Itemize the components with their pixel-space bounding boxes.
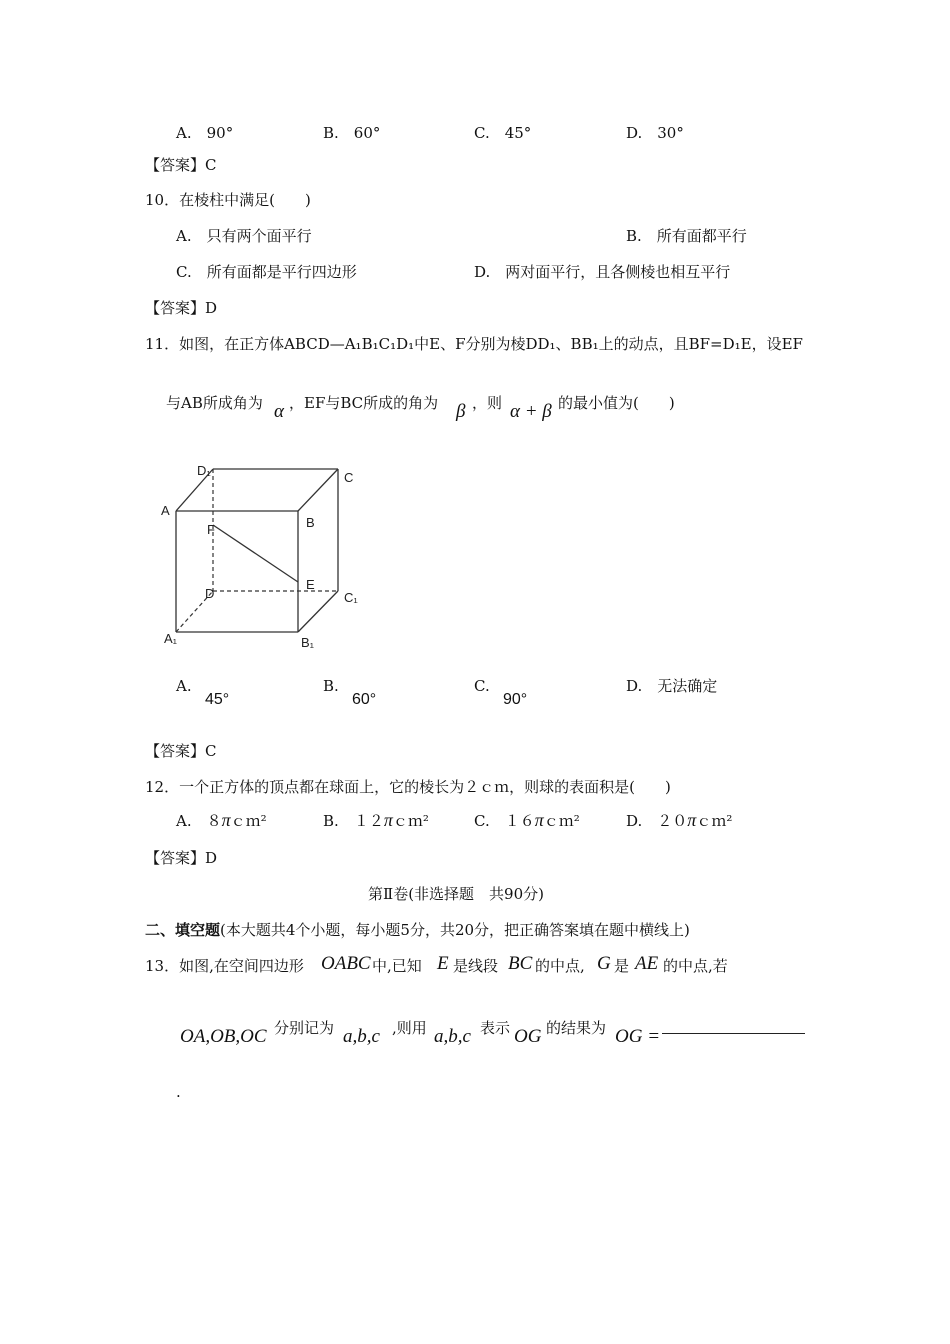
q9-option-b: B. 60° <box>323 124 381 142</box>
section2-heading-rest: (本大题共4个小题，每小题5分，共20分，把正确答案填在题中横线上) <box>220 921 690 939</box>
q11-answer: 【答案】C <box>145 742 217 760</box>
label-A: A <box>161 503 170 518</box>
q13-BC: BC <box>508 953 533 974</box>
pi-symbol: π <box>687 810 697 830</box>
q11-alpha-plus-beta: α + β <box>510 401 552 422</box>
q10-answer: 【答案】D <box>145 299 218 317</box>
q11-beta: β <box>456 401 466 422</box>
label-D: D <box>205 586 215 601</box>
q13-OG-equals: OG = <box>615 1026 661 1047</box>
q13-E: E <box>437 953 449 974</box>
label-B1: B₁ <box>301 635 315 650</box>
q13-vectors: OA,OB,OC <box>180 1026 267 1047</box>
q11-stem-part4: 的最小值为( ) <box>558 394 675 412</box>
q10-option-c: C. 所有面都是平行四边形 <box>176 263 357 281</box>
q11-option-b-letter: B. <box>323 677 339 695</box>
q11-option-a-value: 45° <box>205 691 230 708</box>
q9-answer: 【答案】C <box>145 156 217 174</box>
q10-option-a: A. 只有两个面平行 <box>176 227 312 245</box>
q13-G: G <box>597 953 611 974</box>
q13-text-5: 是 <box>614 957 630 975</box>
q13-abc-1: a,b,c <box>343 1026 380 1047</box>
pi-symbol: π <box>383 810 393 830</box>
pi-symbol: π <box>534 810 544 830</box>
q11-stem-part3: ，则 <box>472 394 503 412</box>
q13-text-2: 中,已知 <box>372 957 422 975</box>
q11-option-a-letter: A. <box>176 677 192 695</box>
section2-heading-bold: 二、填空题 <box>145 921 221 939</box>
q11-option-b-value: 60° <box>352 691 377 708</box>
q11-option-c-letter: C. <box>474 677 490 695</box>
q10-option-d: D. 两对面平行，且各侧棱也相互平行 <box>474 263 731 281</box>
q10-option-b: B. 所有面都平行 <box>626 227 747 245</box>
edge-B1C1 <box>298 591 338 632</box>
q13-abc-2: a,b,c <box>434 1026 471 1047</box>
section2-heading <box>145 920 690 940</box>
segment-FE <box>213 525 298 582</box>
q9-option-a: A. 90° <box>176 124 234 142</box>
q13-text-3: 是线段 <box>453 957 499 975</box>
q11-alpha: α <box>274 401 284 422</box>
label-C: C <box>344 470 354 485</box>
q11-stem-line1: 11．如图，在正方体ABCD—A₁B₁C₁D₁中E、F分别为棱DD₁、BB₁上的动点，且BF=D₁E，设EF <box>145 335 803 353</box>
q10-stem: 10．在棱柱中满足( ) <box>145 191 311 209</box>
q12-stem: 12．一个正方体的顶点都在球面上，它的棱长为２ｃｍ，则球的表面积是( ) <box>145 778 671 796</box>
label-B: B <box>306 515 315 530</box>
q12-option-b: B. １２πｃｍ² <box>323 810 429 830</box>
label-E: E <box>306 577 315 592</box>
label-A1: A₁ <box>164 631 178 646</box>
q13-text-10: 的结果为 <box>546 1019 607 1037</box>
q13-OG: OG <box>514 1026 542 1047</box>
q12-option-a: A. ８πｃｍ² <box>176 810 267 830</box>
pi-symbol: π <box>221 810 231 830</box>
cube-figure <box>158 455 373 650</box>
q13-OABC: OABC <box>321 953 371 974</box>
section2-title: 第Ⅱ卷(非选择题 共90分) <box>368 885 544 903</box>
q13-answer-blank <box>662 1033 805 1034</box>
q13-AE: AE <box>635 953 659 974</box>
label-D1: D₁ <box>197 463 211 478</box>
q13-text-6: 的中点,若 <box>663 957 728 975</box>
q13-text-7: 分别记为 <box>274 1019 335 1037</box>
q12-option-d: D. ２０πｃｍ² <box>626 810 733 830</box>
q12-answer: 【答案】D <box>145 849 218 867</box>
q13-text-9: 表示 <box>480 1019 511 1037</box>
q13-text-8: ,则用 <box>392 1019 427 1037</box>
q11-stem-part2: ，EF与BC所成的角为 <box>289 394 439 412</box>
q11-option-d: D. 无法确定 <box>626 677 718 695</box>
q13-text-1: 13．如图,在空间四边形 <box>145 957 304 975</box>
q9-option-c: C. 45° <box>474 124 532 142</box>
label-C1: C₁ <box>344 590 358 605</box>
label-F: F <box>207 522 215 537</box>
q13-period: . <box>176 1083 181 1101</box>
q13-text-4: 的中点, <box>535 957 585 975</box>
q11-stem-part1: 与AB所成角为 <box>166 394 263 412</box>
q9-option-d: D. 30° <box>626 124 684 142</box>
q12-option-c: C. １６πｃｍ² <box>474 810 580 830</box>
q11-option-c-value: 90° <box>503 691 528 708</box>
edge-BC <box>298 469 338 511</box>
